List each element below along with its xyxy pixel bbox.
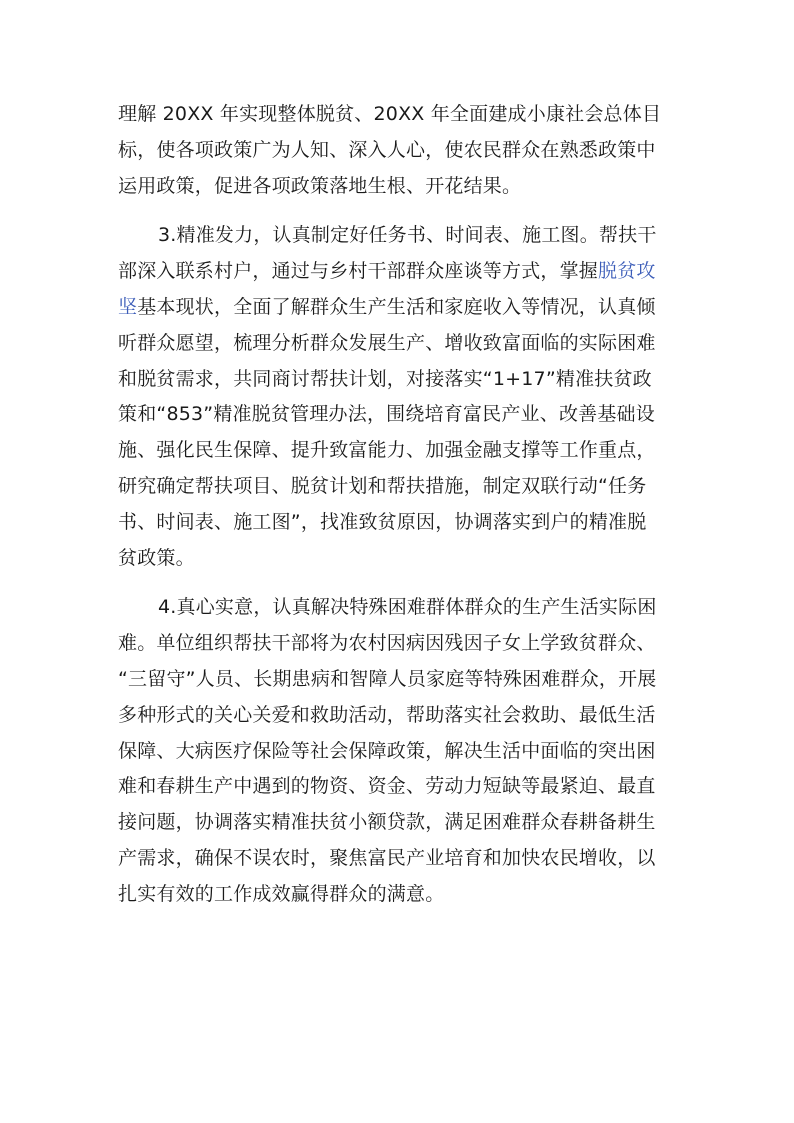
document-body [118, 97, 680, 913]
text-line: 理解 20XX 年实现整体脱贫、20XX 年全面建成小康社会总体目 [118, 103, 662, 125]
text-line: 研究确定帮扶项目、脱贫计划和帮扶措施，制定双联行动“任务 [118, 474, 647, 497]
text-line: 难。单位组织帮扶干部将为农村因病因残因子女上学致贫群众、 [118, 632, 656, 655]
paragraph-gap [118, 204, 680, 218]
text-line: 施、强化民生保障、提升致富能力、加强金融支撑等工作重点， [118, 439, 656, 462]
text-segment: 基本现状，全面了解群众生产生活和家庭收入等情况，认真倾 [137, 295, 656, 318]
text-line [118, 290, 680, 326]
hyperlink-text[interactable]: 脱贫攻 [598, 260, 656, 283]
paragraph-gap [118, 576, 680, 590]
text-line: 4.真心实意，认真解决特殊困难群体群众的生产生活实际困 [158, 596, 657, 619]
text-segment: 部深入联系村户，通过与乡村干部群众座谈等方式，掌握 [118, 260, 599, 283]
text-line: 标，使各项政策广为人知、深入人心，使农民群众在熟悉政策中 [118, 138, 656, 161]
text-line: 运用政策，促进各项政策落地生根、开花结果。 [118, 174, 522, 197]
text-line: 贫政策。 [118, 546, 195, 569]
text-line: 书、时间表、施工图”，找准致贫原因，协调落实到户的精准脱 [118, 510, 647, 533]
text-line: 听群众愿望，梳理分析群众发展生产、增收致富面临的实际困难 [118, 331, 656, 354]
text-line: 3.精准发力，认真制定好任务书、时间表、施工图。帮扶干 [158, 224, 657, 247]
text-line: 接问题，协调落实精准扶贫小额贷款，满足困难群众春耕备耕生 [118, 811, 656, 834]
paragraph-3 [118, 590, 680, 912]
text-line: 扎实有效的工作成效赢得群众的满意。 [118, 882, 445, 905]
hyperlink-text[interactable]: 坚 [118, 295, 138, 318]
text-line [118, 254, 680, 290]
text-line: 策和“853”精准脱贫管理办法，围绕培育富民产业、改善基础设 [118, 403, 655, 426]
paragraph-2 [118, 218, 680, 576]
text-line: 保障、大病医疗保险等社会保障政策，解决生活中面临的突出困 [118, 739, 656, 762]
text-line: 产需求，确保不误农时，聚焦富民产业培育和加快农民增收，以 [118, 846, 656, 869]
text-line: 难和春耕生产中遇到的物资、资金、劳动力短缺等最紧迫、最直 [118, 775, 656, 798]
text-line: 和脱贫需求，共同商讨帮扶计划，对接落实“1+17”精准扶贫政 [118, 367, 652, 390]
text-line: “三留守”人员、长期患病和智障人员家庭等特殊困难群众，开展 [118, 667, 657, 690]
text-line: 多种形式的关心关爱和救助活动，帮助落实社会救助、最低生活 [118, 703, 656, 726]
paragraph-1 [118, 97, 680, 204]
